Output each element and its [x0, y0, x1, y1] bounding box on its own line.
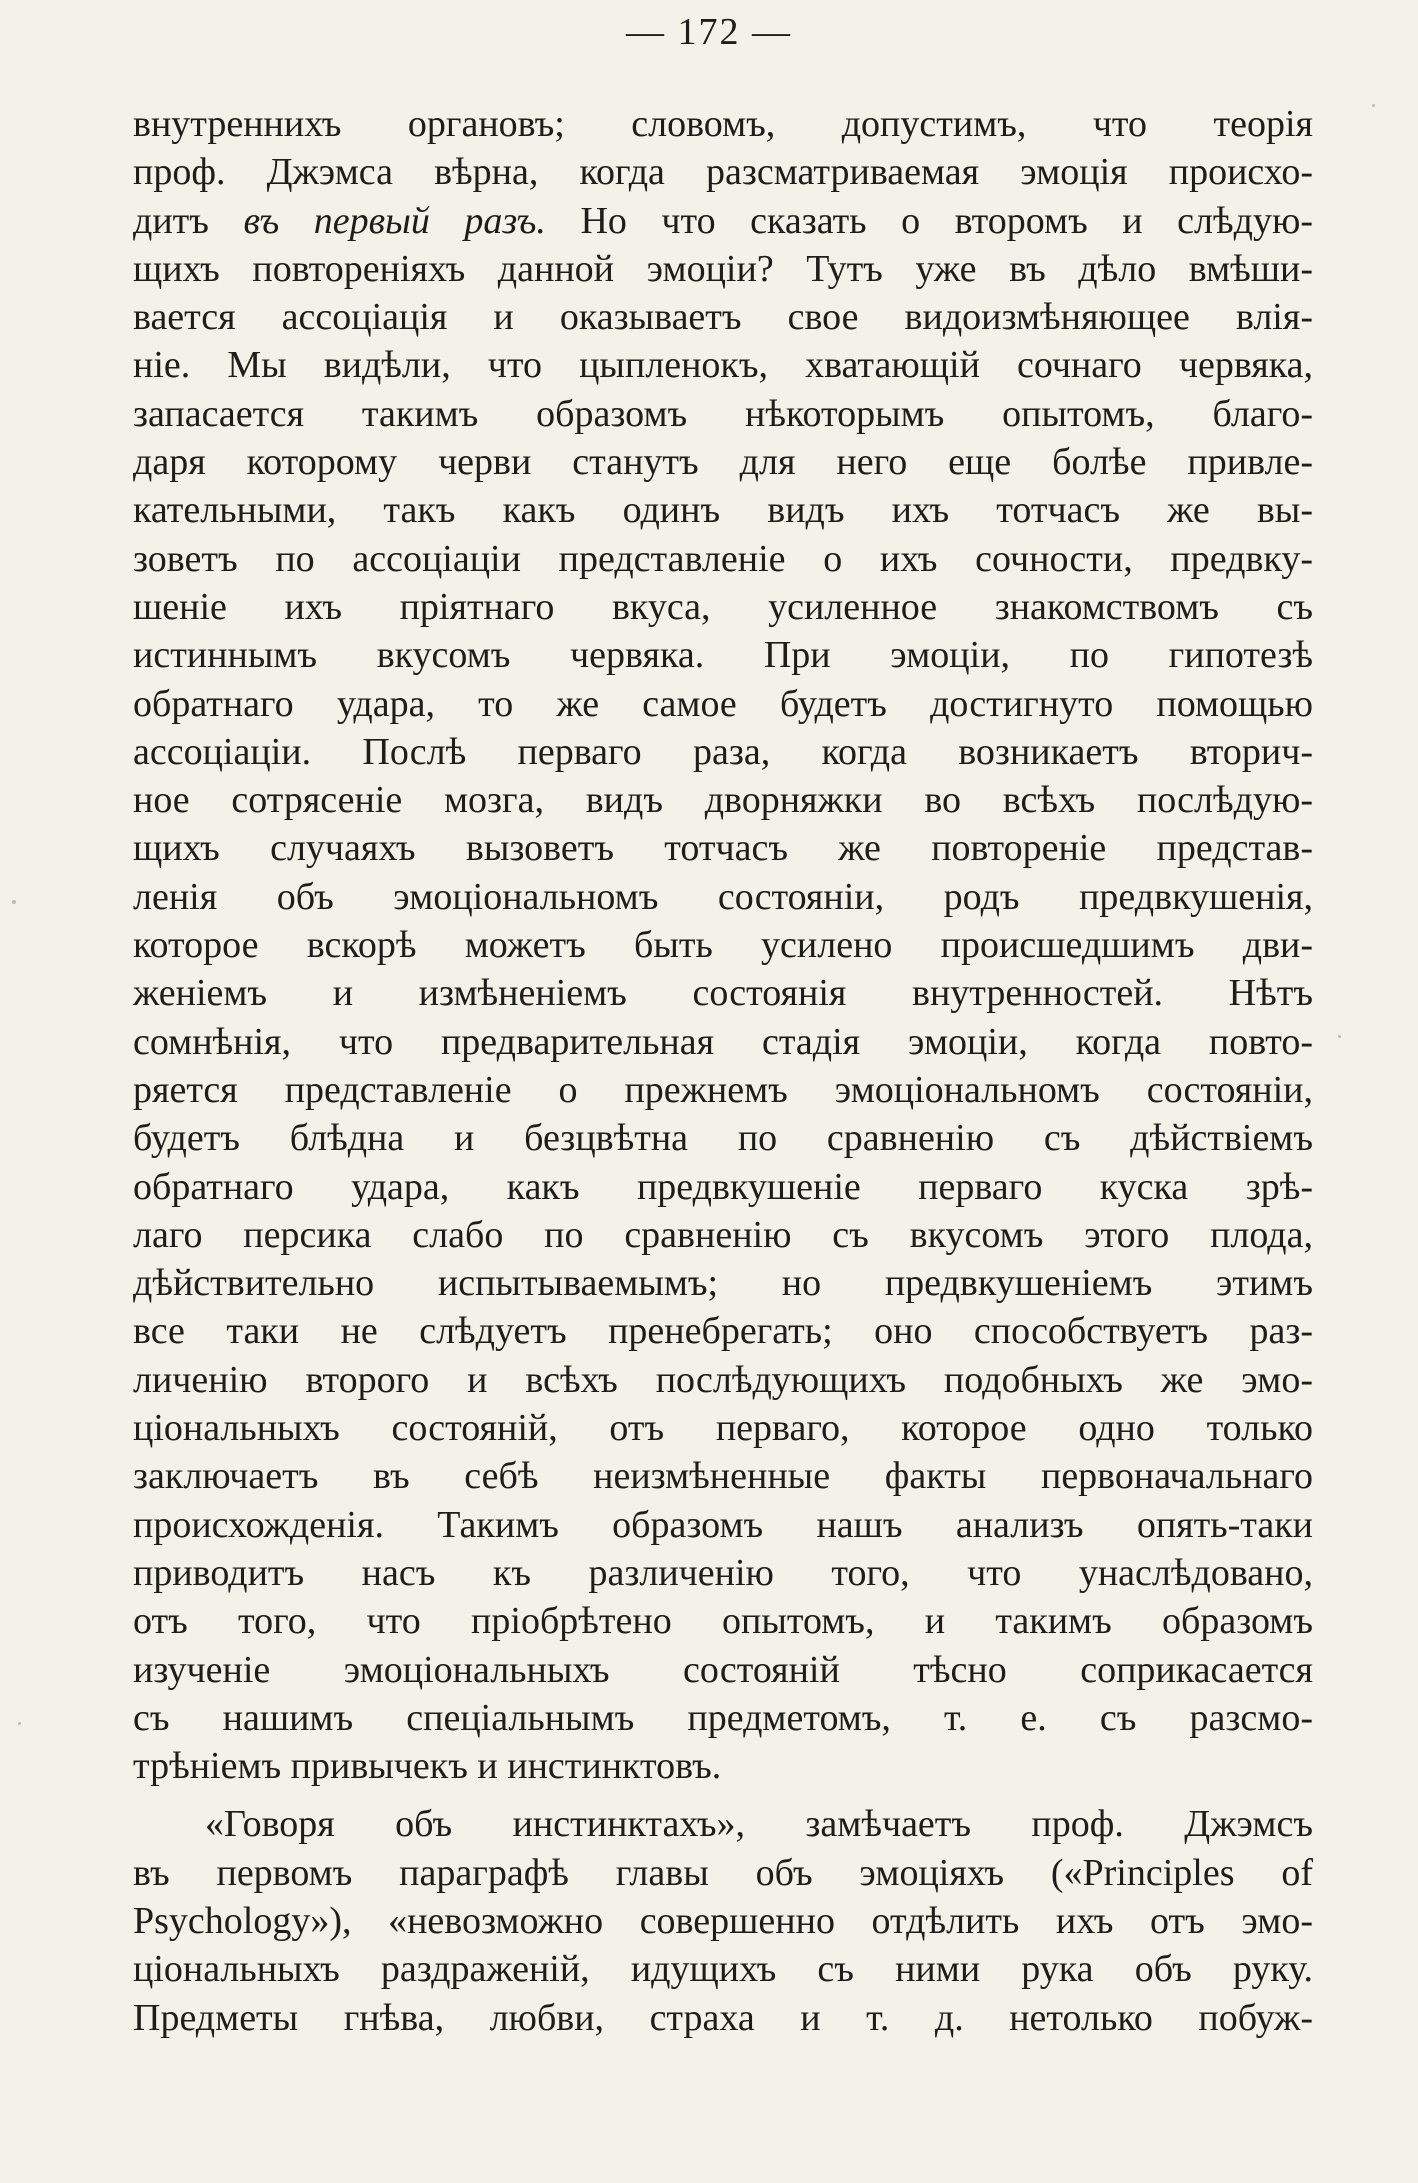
- paper-speck: [12, 900, 16, 904]
- text-line: ціональныхъ состояній, отъ перваго, которое одно только: [133, 1407, 1313, 1450]
- text-line: Предметы гнѣва, любви, страха и т. д. нетолько побуж-: [133, 1996, 1313, 2039]
- text-line: ассоціаціи. Послѣ перваго раза, когда возникаетъ вторич-: [133, 730, 1313, 773]
- text-block: [133, 100, 1313, 2042]
- text-line: щихъ повтореніяхъ данной эмоціи? Тутъ уже въ дѣло вмѣши-: [133, 247, 1313, 290]
- text-line: ряется представленіе о прежнемъ эмоціональномъ состояніи,: [133, 1068, 1313, 1111]
- text-segment: Но что сказать о второмъ и слѣдую-: [545, 199, 1313, 242]
- text-line: зоветъ по ассоціаціи представленіе о ихъ сочности, предвку-: [133, 537, 1313, 580]
- text-line: все таки не слѣдуетъ пренебрегать; оно способствуетъ раз-: [133, 1310, 1313, 1353]
- text-line-with-italic: [133, 197, 1313, 245]
- text-line: ніе. Мы видѣли, что цыпленокъ, хватающій сочнаго червяка,: [133, 344, 1313, 387]
- text-line: лаго персика слабо по сравненію съ вкусомъ этого плода,: [133, 1213, 1313, 1256]
- text-line: въ первомъ параграфѣ главы объ эмоціяхъ («Principles of: [133, 1851, 1313, 1894]
- paragraph-gap: [133, 1790, 1313, 1800]
- text-line: «Говоря объ инстинктахъ», замѣчаетъ проф. Джэмсъ: [205, 1803, 1313, 1846]
- text-line: даря которому черви станутъ для него еще болѣе привле-: [133, 441, 1313, 484]
- text-segment: дитъ: [133, 199, 244, 242]
- text-line: заключаетъ въ себѣ неизмѣненные факты первоначальнаго: [133, 1455, 1313, 1498]
- paper-speck: [18, 1722, 21, 1725]
- text-line: которое вскорѣ можетъ быть усилено происшедшимъ дви-: [133, 924, 1313, 967]
- text-line: внутреннихъ органовъ; словомъ, допустимъ, что теорія: [133, 103, 1313, 145]
- text-line: сомнѣнія, что предварительная стадія эмоціи, когда повто-: [133, 1020, 1313, 1063]
- text-line: ное сотрясеніе мозга, видъ дворняжки во всѣхъ послѣдую-: [133, 779, 1313, 822]
- text-line: щихъ случаяхъ вызоветъ тотчасъ же повтореніе представ-: [133, 827, 1313, 870]
- text-line: отъ того, что пріобрѣтено опытомъ, и такимъ образомъ: [133, 1600, 1313, 1643]
- text-line: изученіе эмоціональныхъ состояній тѣсно соприкасается: [133, 1648, 1313, 1691]
- text-line: истиннымъ вкусомъ червяка. При эмоціи, по гипотезѣ: [133, 634, 1313, 677]
- text-line: проф. Джэмса вѣрна, когда разсматриваемая эмоція происхо-: [133, 151, 1313, 194]
- text-line: обратнаго удара, то же самое будетъ достигнуто помощью: [133, 682, 1313, 725]
- text-line: вается ассоціація и оказываетъ свое видоизмѣняющее влія-: [133, 296, 1313, 339]
- text-line: съ нашимъ спеціальнымъ предметомъ, т. е. съ разсмо-: [133, 1696, 1313, 1739]
- text-line: ціональныхъ раздраженій, идущихъ съ ними рука объ руку.: [133, 1948, 1313, 1991]
- text-line: женіемъ и измѣненіемъ состоянія внутренностей. Нѣтъ: [133, 972, 1313, 1015]
- text-line: Psychology»), «невозможно совершенно отдѣлить ихъ отъ эмо-: [133, 1899, 1313, 1942]
- text-line: будетъ блѣдна и безцвѣтна по сравненію съ дѣйствіемъ: [133, 1117, 1313, 1160]
- text-line: приводитъ насъ къ различенію того, что унаслѣдовано,: [133, 1551, 1313, 1594]
- text-line: кательными, такъ какъ одинъ видъ ихъ тотчасъ же вы-: [133, 489, 1313, 532]
- text-line: ленія объ эмоціональномъ состояніи, родъ предвкушенія,: [133, 875, 1313, 918]
- paper-speck: [1372, 104, 1375, 107]
- text-line: обратнаго удара, какъ предвкушеніе перваго куска зрѣ-: [133, 1165, 1313, 1208]
- text-line: трѣніемъ привычекъ и инстинктовъ.: [133, 1745, 722, 1788]
- text-line: происхожденія. Такимъ образомъ нашъ анализъ опять-таки: [133, 1503, 1313, 1546]
- text-line: дѣйствительно испытываемымъ; но предвкушеніемъ этимъ: [133, 1262, 1313, 1305]
- page-number: — 172 —: [626, 11, 792, 53]
- text-line: шеніе ихъ пріятнаго вкуса, усиленное знакомствомъ съ: [133, 585, 1313, 628]
- text-line: личенію второго и всѣхъ послѣдующихъ подобныхъ же эмо-: [133, 1358, 1313, 1401]
- text-line: запасается такимъ образомъ нѣкоторымъ опытомъ, благо-: [133, 392, 1313, 435]
- italic-emphasis: въ первый разъ.: [243, 199, 546, 242]
- paper-speck: [1338, 1035, 1341, 1038]
